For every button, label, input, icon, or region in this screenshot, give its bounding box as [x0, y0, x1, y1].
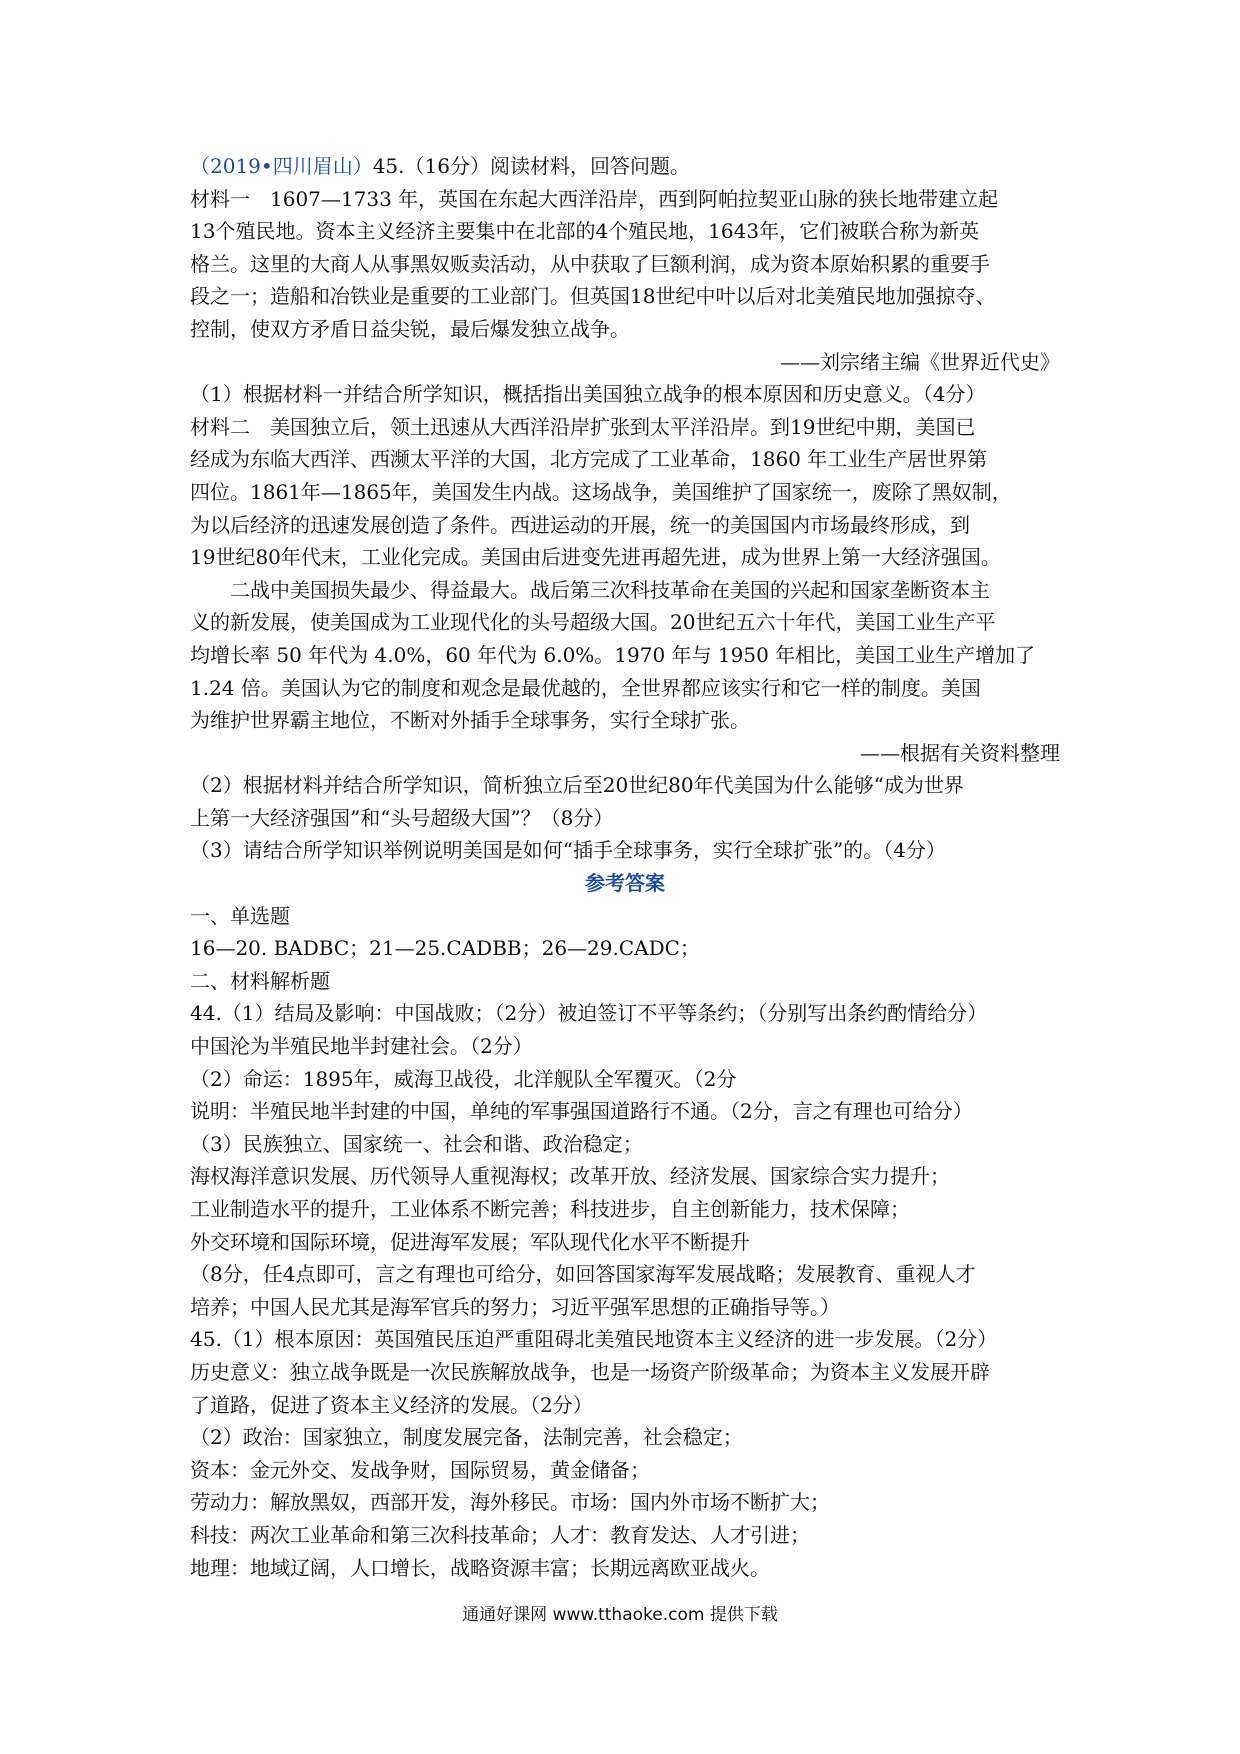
page-content — [190, 150, 1060, 1584]
answer-line: 工业制造水平的提升，工业体系不断完善；科技进步，自主创新能力，技术保障； — [190, 1197, 910, 1221]
answer-line: 劳动力：解放黑奴，西部开发，海外移民。市场：国内外市场不断扩大； — [190, 1490, 830, 1515]
answer-line: 中国沦为半殖民地半封建社会。（2分） — [190, 1034, 533, 1059]
answer-line: 历史意义：独立战争既是一次民族解放战争，也是一场资产阶级革命；为资本主义发展开辟 — [190, 1359, 990, 1384]
text-line: 二战中美国损失最少、得益最大。战后第三次科技革命在美国的兴起和国家垄断资本主 — [230, 577, 990, 602]
text-line: 段之一；造船和冶铁业是重要的工业部门。但英国18世纪中叶以后对北美殖民地加强掠夺、 — [190, 284, 996, 309]
text-line: 为以后经济的迅速发展创造了条件。西进运动的开展，统一的美国国内市场最终形成，到 — [190, 512, 970, 537]
question-header — [190, 150, 1060, 183]
text-line: 均增长率 50 年代为 4.0%，60 年代为 6.0%。1970 年与 1950 年相比，美国工业生产增加了 — [190, 642, 1036, 667]
page-footer: 通通好课网 www.tthaoke.com 提供下载 — [462, 1605, 778, 1625]
citation-two: ——根据有关资料整理 — [860, 740, 1060, 765]
answer-line: （8分，任4点即可，言之有理也可给分，如回答国家海军发展战略；发展教育、重视人才 — [190, 1262, 976, 1287]
answer-line: 培养；中国人民尤其是海军官兵的努力；习近平强军思想的正确指导等。） — [190, 1294, 840, 1319]
material-two — [190, 411, 1060, 737]
text-line: 格兰。这里的大商人从事黑奴贩卖活动，从中获取了巨额利润，成为资本原始积累的重要手 — [190, 251, 990, 276]
answer-line: 外交环境和国际环境，促进海军发展；军队现代化水平不断提升 — [190, 1229, 750, 1254]
question-title: 45.（16分）阅读材料，回答问题。 — [372, 154, 690, 178]
answer-line: 海权海洋意识发展、历代领导人重视海权；改革开放、经济发展、国家综合实力提升； — [190, 1164, 950, 1189]
sub-question-1: （1）根据材料一并结合所学知识，概括指出美国独立战争的根本原因和历史意义。（4分） — [190, 382, 986, 407]
text-line: 13个殖民地。资本主义经济主要集中在北部的4个殖民地，1643年，它们被联合称为新英 — [190, 219, 980, 244]
text-line: 材料一 1607—1733 年，英国在东起大西洋沿岸，西到阿帕拉契亚山脉的狭长地带建立起 — [190, 186, 999, 211]
answer-line: 二、材料解析题 — [190, 968, 330, 993]
answer-line: 一、单选题 — [190, 903, 290, 928]
answer-line: 说明：半殖民地半封建的中国，单纯的军事强国道路行不通。（2分，言之有理也可给分） — [190, 1099, 973, 1124]
sub-question-2: （2）根据材料并结合所学知识，简析独立后至20世纪80年代美国为什么能够“成为世界 — [190, 773, 964, 798]
answer-line: 44.（1）结局及影响：中国战败；（2分）被迫签订不平等条约；（分别写出条约酌情给分） — [190, 1001, 988, 1026]
text-line: 义的新发展，使美国成为工业现代化的头号超级大国。20世纪五六十年代，美国工业生产平 — [190, 610, 996, 635]
answer-line: 了道路，促进了资本主义经济的发展。（2分） — [190, 1392, 593, 1417]
text-line: 控制，使双方矛盾日益尖锐，最后爆发独立战争。 — [190, 316, 630, 341]
sub-question-2-cont: 上第一大经济强国”和“头号超级大国”？（8分） — [190, 805, 614, 830]
answer-line: （2）命运：1895年，威海卫战役，北洋舰队全军覆灭。（2分 — [190, 1066, 737, 1091]
text-line: 为维护世界霸主地位，不断对外插手全球事务，实行全球扩张。 — [190, 708, 750, 733]
material-one — [190, 183, 1060, 346]
answers-heading: 参考答案 — [585, 871, 665, 896]
text-line: 19世纪80年代末，工业化完成。美国由后进变先进再超先进，成为世界上第一大经济强国。 — [190, 545, 1001, 570]
answer-line: 16—20. BADBC；21—25.CADBB；26—29.CADC； — [190, 936, 700, 961]
answer-line: 45.（1）根本原因：英国殖民压迫严重阻碍北美殖民地资本主义经济的进一步发展。（2分） — [190, 1327, 998, 1352]
sub-question-3: （3）请结合所学知识举例说明美国是如何“插手全球事务，实行全球扩张”的。（4分） — [190, 838, 946, 863]
text-line: 材料二 美国独立后，领土迅速从大西洋沿岸扩张到太平洋沿岸。到19世纪中期，美国已 — [190, 414, 976, 439]
text-line: 四位。1861年—1865年，美国发生内战。这场战争，美国维护了国家统一，废除了黑奴制， — [190, 479, 1012, 504]
answer-line: （3）民族独立、国家统一、社会和谐、政治稳定； — [190, 1131, 643, 1156]
text-line: 经成为东临大西洋、西濒太平洋的大国，北方完成了工业革命，1860 年工业生产居世界第 — [190, 447, 988, 472]
answer-line: 科技：两次工业革命和第三次科技革命；人才：教育发达、人才引进； — [190, 1522, 810, 1547]
answer-line: （2）政治：国家独立，制度发展完备，法制完善，社会稳定； — [190, 1425, 743, 1450]
answer-line: 资本：金元外交、发战争财，国际贸易，黄金储备； — [190, 1457, 650, 1482]
answer-line: 地理：地域辽阔，人口增长，战略资源丰富；长期远离欧亚战火。 — [190, 1555, 770, 1580]
answers-list — [190, 900, 1060, 1584]
citation-one: ——刘宗绪主编《世界近代史》 — [780, 349, 1060, 374]
text-line: 1.24 倍。美国认为它的制度和观念是最优越的，全世界都应该实行和它一样的制度。美国 — [190, 675, 981, 700]
question-source: （2019•四川眉山） — [190, 154, 373, 178]
